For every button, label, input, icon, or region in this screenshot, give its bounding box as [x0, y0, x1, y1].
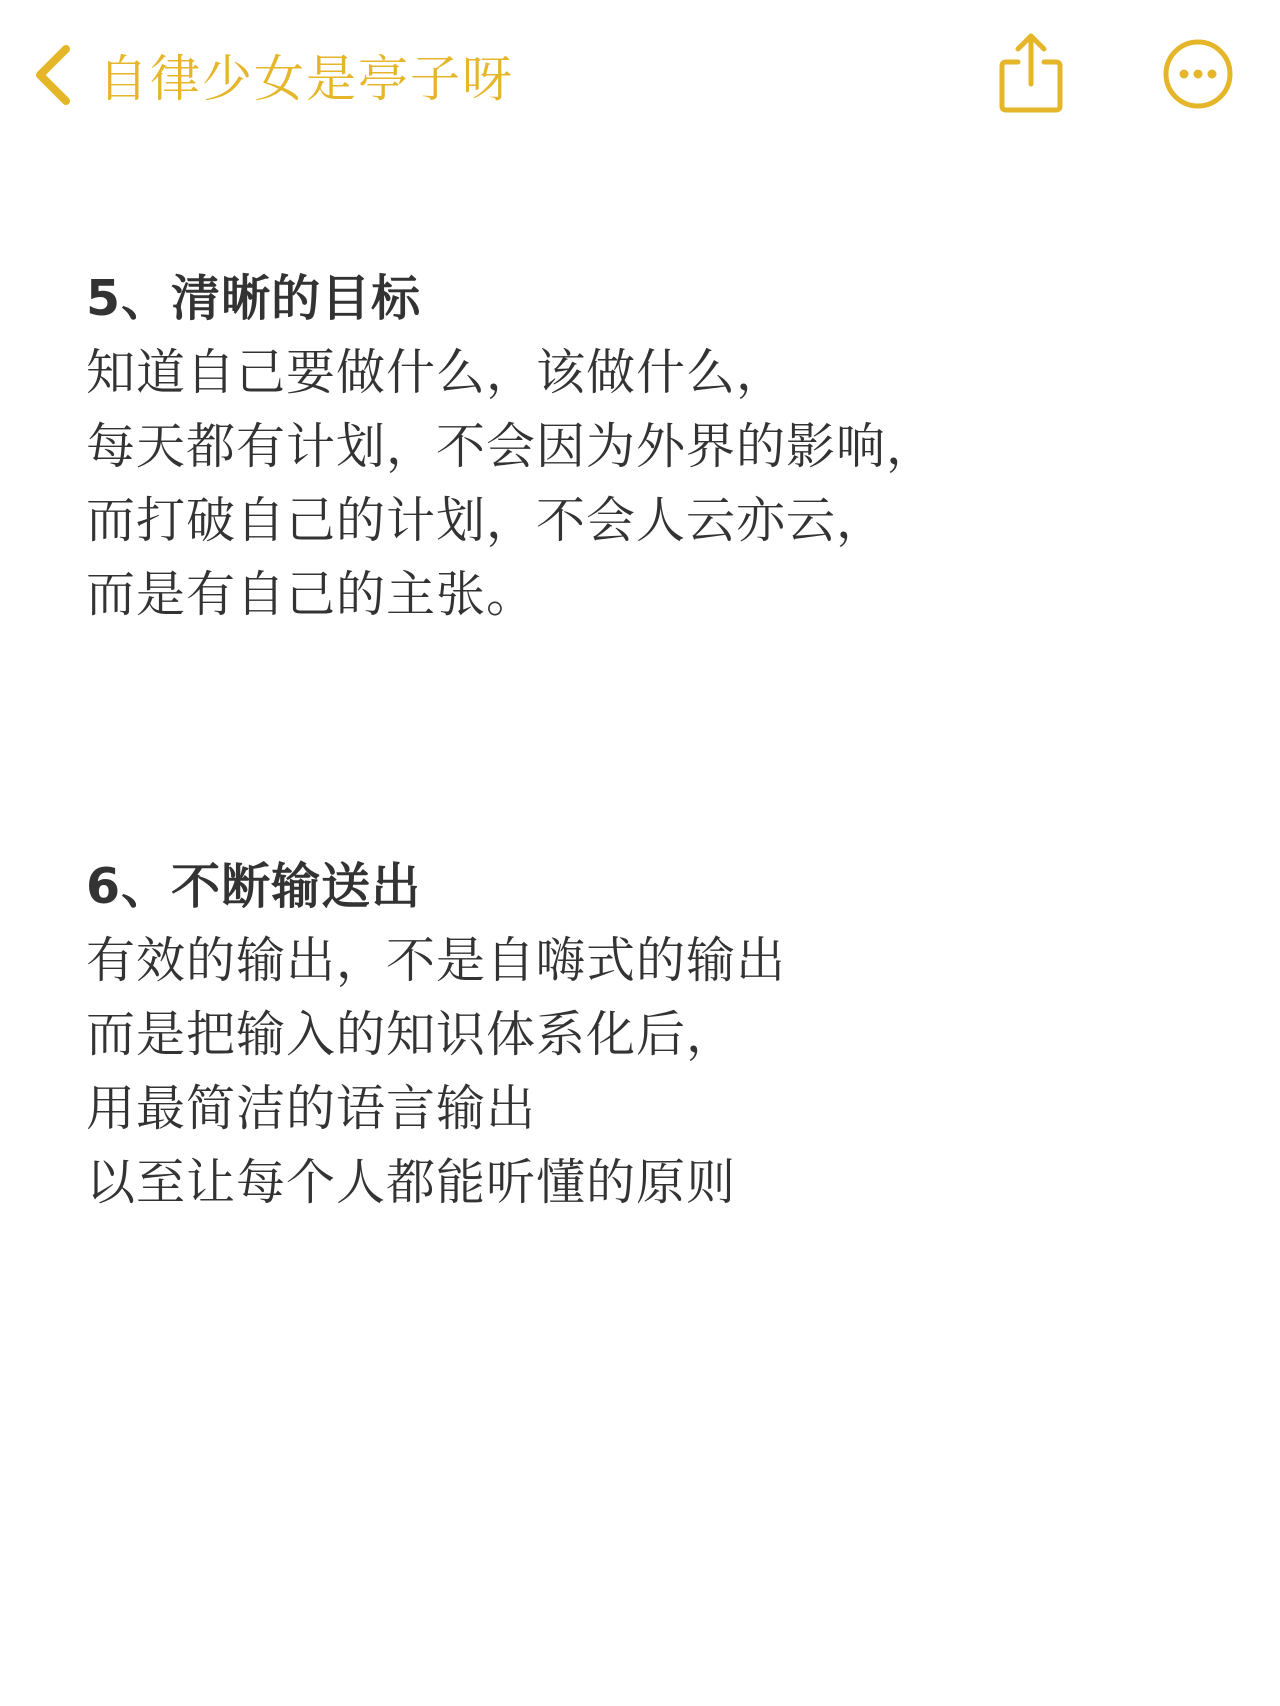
note-line: 每天都有计划，不会因为外界的影响， [86, 418, 937, 475]
note-line: 而打破自己的计划，不会人云亦云， [86, 492, 887, 549]
section-heading: 6、不断输送出 [86, 858, 422, 915]
navigation-bar [0, 0, 1280, 150]
note-line: 以至让每个人都能听懂的原则 [86, 1154, 737, 1211]
chevron-left-icon [32, 43, 76, 107]
note-line: 而是把输入的知识体系化后， [86, 1006, 737, 1063]
note-section [86, 850, 1206, 1220]
more-button[interactable] [1162, 38, 1234, 110]
note-section [86, 262, 1206, 632]
note-line: 有效的输出，不是自嗨式的输出 [86, 932, 787, 989]
note-line: 用最简洁的语言输出 [86, 1080, 537, 1137]
back-button[interactable] [32, 36, 514, 114]
note-body[interactable] [86, 262, 1206, 1220]
note-line: 而是有自己的主张。 [86, 566, 537, 623]
ellipsis-circle-icon [1162, 38, 1234, 110]
section-heading: 5、清晰的目标 [86, 270, 422, 327]
back-label: 自律少女是亭子呀 [98, 50, 514, 108]
share-button[interactable] [996, 30, 1066, 114]
note-line: 知道自己要做什么，该做什么， [86, 344, 787, 401]
share-icon [996, 30, 1066, 114]
